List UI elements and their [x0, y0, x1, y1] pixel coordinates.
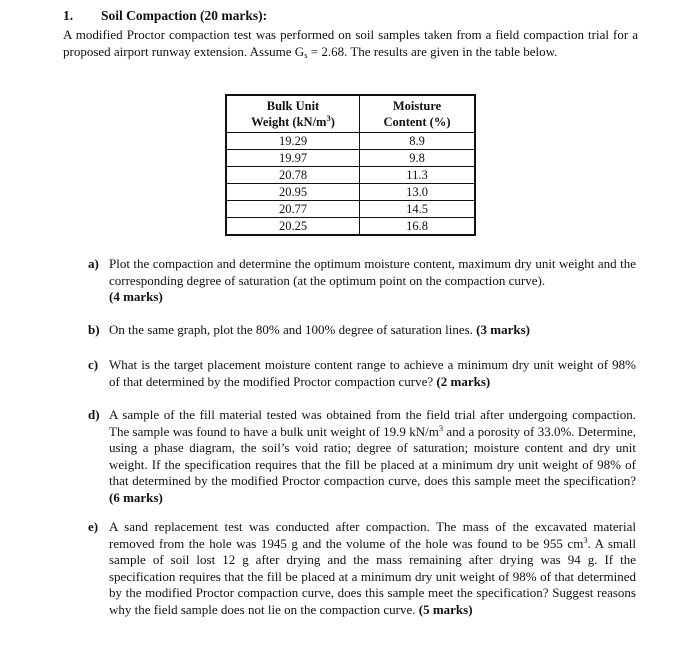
question-d: [88, 407, 636, 506]
question-e-body-2: . A small sample of soil lost 12 g after drying and the mass remaining after drying was 94 g. If the specification requires that the fill be placed at a minimum dry unit weight of 98% of that determined by the modified Proctor compaction curve, does this sample meet the specification? Suggest reasons why the field sample does not lie on the compaction curve.: [109, 535, 637, 617]
header-text: Content (%): [383, 115, 451, 129]
question-a-text: [109, 256, 636, 306]
table-row: [226, 150, 475, 167]
question-title: Soil Compaction (20 marks):: [101, 8, 268, 23]
table-row: [226, 133, 475, 150]
question-heading: [63, 8, 267, 25]
cell-unit-weight: 20.95: [226, 184, 360, 201]
question-b-label: b): [88, 322, 100, 337]
cell-unit-weight: 20.78: [226, 167, 360, 184]
results-table: [225, 94, 476, 236]
header-text: Moisture: [392, 99, 442, 113]
header-text: Weight (kN/m: [251, 115, 327, 129]
table-row: [226, 167, 475, 184]
cell-unit-weight: 19.29: [226, 133, 360, 150]
question-b-text: [109, 322, 636, 339]
question-a-marks: (4 marks): [109, 289, 163, 304]
header-sup: 3: [326, 113, 331, 123]
cell-moisture: 16.8: [360, 218, 476, 236]
question-e-text: [109, 519, 636, 618]
question-c-marks: (2 marks): [436, 373, 491, 389]
header-text: ): [330, 115, 335, 129]
question-b-body: On the same graph, plot the 80% and 100% degree of saturation lines.: [109, 322, 473, 337]
header-bulk-unit-weight: [226, 95, 360, 133]
question-a-label: a): [88, 256, 99, 271]
cell-unit-weight: 20.25: [226, 218, 360, 236]
question-e-label: e): [88, 519, 99, 534]
cell-moisture: 11.3: [360, 167, 476, 184]
cell-moisture: 8.9: [360, 133, 476, 150]
cell-moisture: 13.0: [360, 184, 476, 201]
question-d-marks: (6 marks): [109, 489, 163, 505]
cell-unit-weight: 19.97: [226, 150, 360, 167]
question-d-sup: 3: [438, 422, 444, 433]
question-c-label: c): [88, 357, 99, 372]
question-d-body-2: and a porosity of 33.0%. Determine, using a phase diagram, the soil’s void ratio; degree of saturation; moisture content and dry unit weight. If the specification requires that the fill be placed at a minimum dry unit weight of 98% of that determined by the modified Proctor compaction curve, does this sample meet the specification?: [109, 423, 636, 488]
question-d-body-1: A sample of the fill material tested was obtained from the field trial after undergoing compaction. The sample was found to have a bulk unit weight of 19.9 kN/m: [109, 407, 636, 439]
cell-unit-weight: 20.77: [226, 201, 360, 218]
question-e-marks: (5 marks): [418, 601, 473, 617]
question-c-text: [109, 357, 636, 390]
question-e-body-1: A sand replacement test was conducted after compaction. The mass of the excavated material removed from the hole was 1945 g and the volume of the hole was found to be 955 cm: [109, 519, 636, 551]
question-e: [88, 519, 636, 618]
question-e-sup: 3: [583, 534, 588, 545]
table-row: [226, 184, 475, 201]
question-c-body: What is the target placement moisture content range to achieve a minimum dry unit weight of 98% of that determined by the modified Proctor compaction curve?: [109, 357, 636, 389]
table-row: [226, 218, 475, 236]
question-c: [88, 357, 636, 390]
header-text: Bulk Unit: [266, 99, 320, 113]
intro-paragraph: [63, 27, 638, 60]
cell-moisture: 9.8: [360, 150, 476, 167]
table-header-row: [226, 95, 475, 133]
question-a-body: Plot the compaction and determine the optimum moisture content, maximum dry unit weight and the corresponding degree of saturation (at the optimum point on the compaction curve).: [109, 256, 636, 288]
question-d-label: d): [88, 407, 100, 422]
question-a: [88, 256, 636, 306]
intro-text-2: = 2.68. The results are given in the table below.: [307, 43, 558, 59]
table-row: [226, 201, 475, 218]
question-b-marks: (3 marks): [476, 322, 530, 337]
question-number: 1.: [63, 8, 74, 23]
gs-subscript: s: [304, 49, 308, 60]
cell-moisture: 14.5: [360, 201, 476, 218]
question-b: [88, 322, 636, 339]
header-moisture-content: [360, 95, 476, 133]
question-d-text: [109, 407, 636, 506]
intro-text-1: A modified Proctor compaction test was performed on soil samples taken from a field compaction trial for a proposed airport runway extension. Assume G: [63, 27, 638, 59]
